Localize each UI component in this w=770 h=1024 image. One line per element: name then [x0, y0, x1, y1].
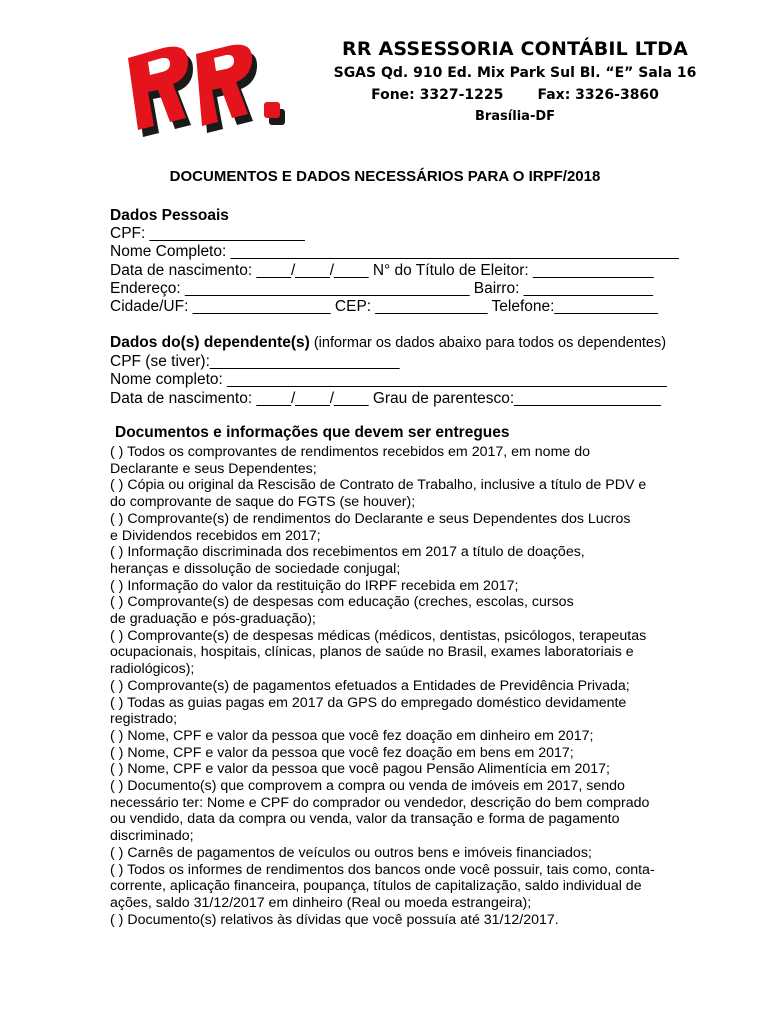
- form-field-line: Nome completo: ___________________________________________________: [110, 371, 667, 389]
- documents-heading: Documentos e informações que devem ser entregues: [115, 424, 510, 441]
- checklist-item: ( ) Nome, CPF e valor da pessoa que você fez doação em bens em 2017;: [110, 744, 574, 761]
- dependents-heading: [110, 333, 720, 353]
- rr-logo: [118, 40, 308, 140]
- checklist-item: ( ) Todas as guias pagas em 2017 da GPS do empregado doméstico devidamente registrado;: [110, 694, 627, 728]
- document-title: DOCUMENTOS E DADOS NECESSÁRIOS PARA O IRPF/2018: [169, 168, 601, 185]
- checklist-item: ( ) Comprovante(s) de rendimentos do Declarante e seus Dependentes dos Lucros e Dividendos recebidos em 2017;: [110, 510, 631, 544]
- checklist-item: ( ) Comprovante(s) de despesas médicas (médicos, dentistas, psicólogos, terapeutas ocupacionais, hospitais, clínicas, planos de saúde no Brasil, exames laboratoriais e radiológicos);: [110, 627, 647, 678]
- form-field-line: Nome Completo: ____________________________________________________: [110, 243, 679, 261]
- checklist-item: ( ) Cópia ou original da Rescisão de Contrato de Trabalho, inclusive a título de PDV e do comprovante de saque do FGTS (se houver);: [110, 477, 647, 511]
- form-field-line: Endereço: _________________________________ Bairro: _______________: [110, 279, 654, 297]
- personal-data-section: [110, 206, 720, 316]
- checklist-item: ( ) Comprovante(s) de despesas com educação (creches, escolas, cursos de graduação e pós-graduação);: [110, 594, 574, 628]
- checklist-item: ( ) Todos os comprovantes de rendimentos recebidos em 2017, em nome do Declarante e seus Dependentes;: [110, 444, 591, 477]
- form-field-line: CPF: __________________: [110, 225, 305, 242]
- checklist-item: ( ) Comprovante(s) de pagamentos efetuados a Entidades de Previdência Privada;: [110, 677, 630, 694]
- checklist-item: ( ) Documento(s) relativos às dívidas que você possuía até 31/12/2017.: [110, 911, 559, 928]
- documents-section: [110, 423, 720, 928]
- company-address: SGAS Qd. 910 Ed. Mix Park Sul Bl. “E” Sala 16: [333, 65, 697, 81]
- dependents-heading-text: Dados do(s) dependente(s): [110, 334, 310, 351]
- checklist-item: ( ) Informação discriminada dos recebimentos em 2017 a título de doações, heranças e dissolução de sociedade conjugal;: [110, 544, 585, 577]
- form-field-line: Data de nascimento: ____/____/____ N° do Título de Eleitor: ______________: [110, 261, 654, 279]
- form-field-line: Cidade/UF: ________________ CEP: _____________ Telefone:____________: [110, 298, 658, 316]
- form-field-line: CPF (se tiver):______________________: [110, 353, 400, 370]
- company-header: [315, 38, 715, 128]
- company-name: RR ASSESSORIA CONTÁBIL LTDA: [341, 38, 689, 60]
- dependents-note: (informar os dados abaixo para todos os dependentes): [309, 335, 667, 351]
- company-phones: Fone: 3327-1225 Fax: 3326-3860: [371, 87, 659, 103]
- checklist-item: ( ) Todos os informes de rendimentos dos bancos onde você possuir, tais como, conta- corrente, aplicação financeira, poupança, títulos de capitalização, saldo individual de ações, saldo 31/12/2017 em dinheiro (Real ou moeda estrangeira);: [110, 861, 655, 911]
- form-field-line: Data de nascimento: ____/____/____ Grau de parentesco:_________________: [110, 389, 661, 407]
- checklist-item: ( ) Documento(s) que comprovem a compra ou venda de imóveis em 2017, sendo necessário ter: Nome e CPF do comprador ou vendedor, descrição do bem comprado ou vendido, data da compra ou venda, valor da transação e forma de pagamento discriminado;: [110, 778, 650, 845]
- checklist-item: ( ) Carnês de pagamentos de veículos ou outros bens e imóveis financiados;: [110, 844, 592, 861]
- checklist-item: ( ) Nome, CPF e valor da pessoa que você pagou Pensão Alimentícia em 2017;: [110, 761, 610, 778]
- checklist-item: ( ) Nome, CPF e valor da pessoa que você fez doação em dinheiro em 2017;: [110, 727, 594, 744]
- company-city: Brasília-DF: [474, 109, 556, 124]
- personal-data-heading: Dados Pessoais: [110, 207, 229, 224]
- checklist-item: ( ) Informação do valor da restituição do IRPF recebida em 2017;: [110, 577, 519, 594]
- dependents-section: [110, 333, 720, 408]
- logo-red: [128, 45, 280, 130]
